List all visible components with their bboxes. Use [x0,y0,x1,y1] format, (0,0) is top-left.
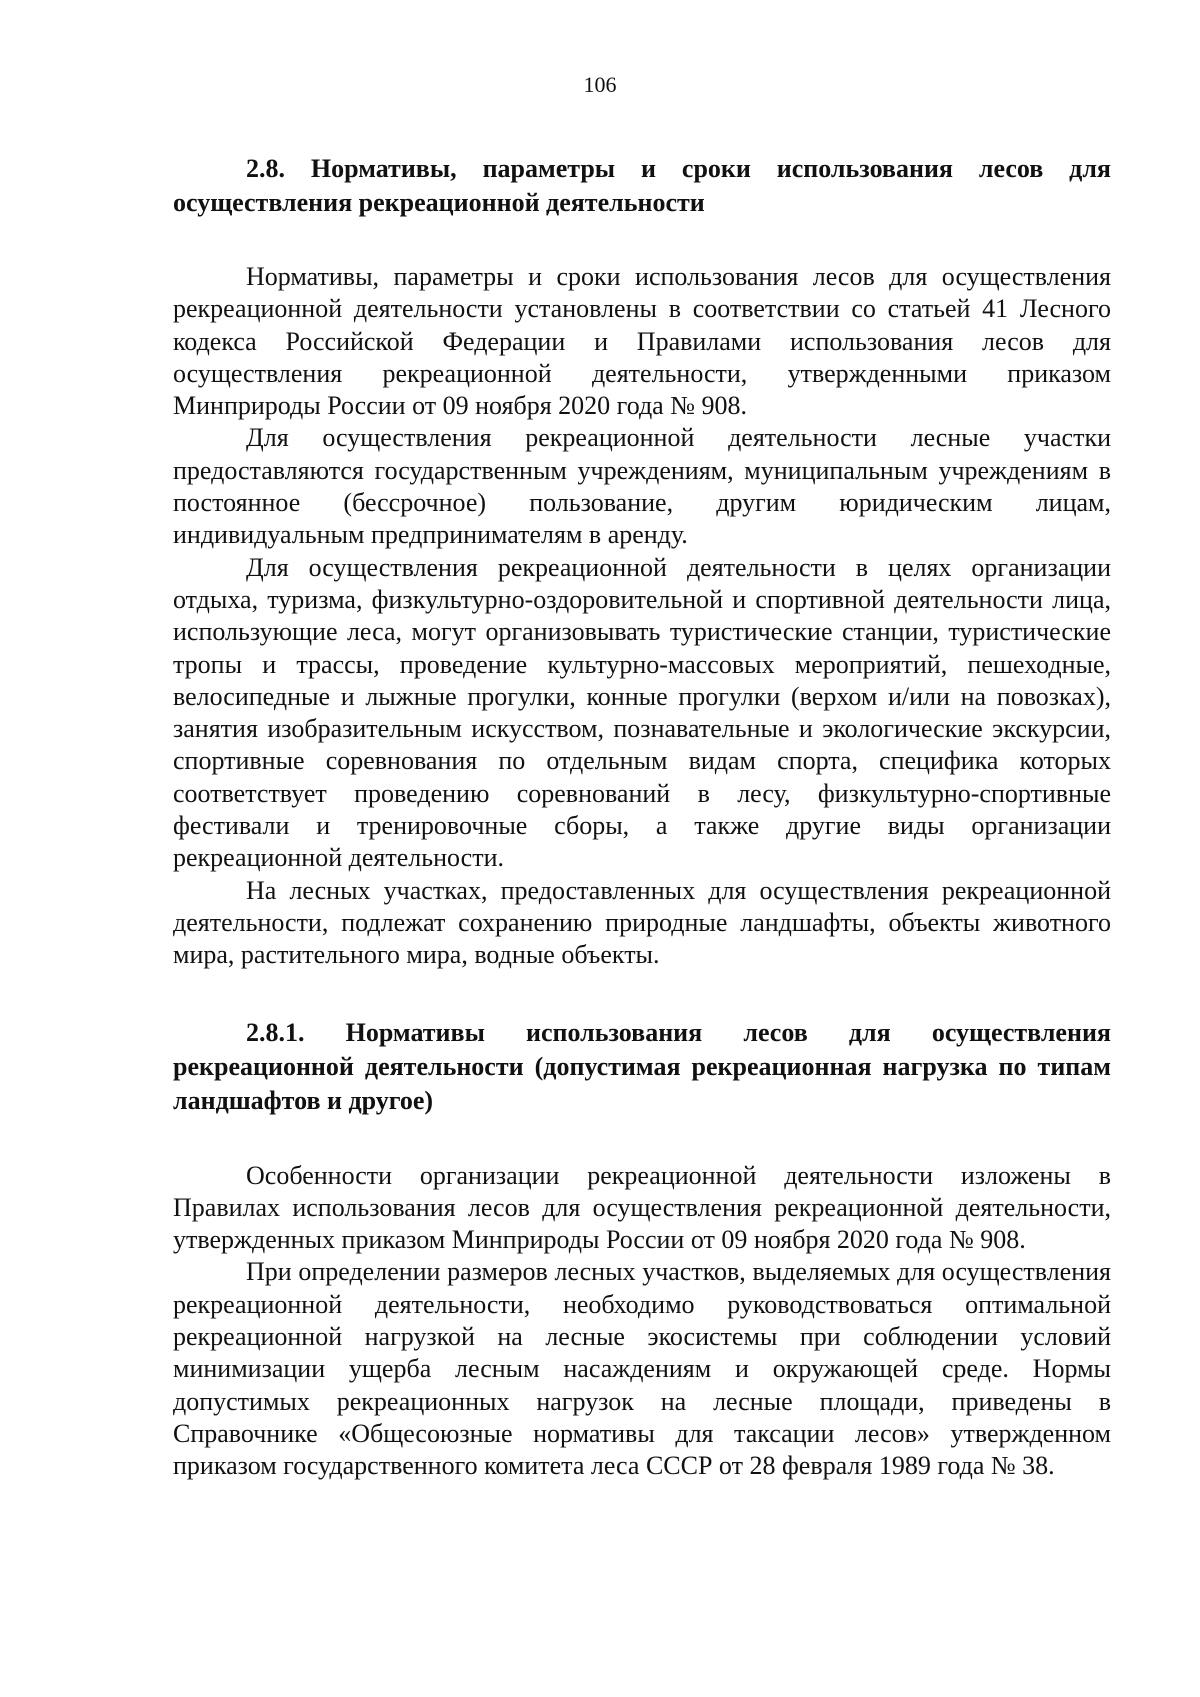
paragraph: При определении размеров лесных участков, выделяемых для осуществления рекреационной деятельности, необходимо руководствоваться оптимальной рекреационной нагрузкой на лесные экосистемы при соблюдении условий минимизации ущерба лесным насаждениям и окружающей среде. Нормы допустимых рекреационных нагрузок на лесные площади, приведены в Справочнике «Общесоюзные нормативы для таксации лесов» утвержденном приказом государственного комитета леса СССР от 28 февраля 1989 года № 38. [173,1257,1111,1481]
paragraph: Для осуществления рекреационной деятельности лесные участки предоставляются государственным учреждениям, муниципальным учреждениям в постоянное (бессрочное) пользование, другим юридическим лицам, индивидуальным предпринимателям в аренду. [173,423,1111,550]
paragraph: Для осуществления рекреационной деятельности в целях организации отдыха, туризма, физкультурно-оздоровительной и спортивной деятельности лица, использующие леса, могут организовывать туристические станции, туристические тропы и трассы, проведение культурно-массовых мероприятий, пешеходные, велосипедные и лыжные прогулки, конные прогулки (верхом и/или на повозках), занятия изобразительным искусством, познавательные и экологические экскурсии, спортивные соревнования по отдельным видам спорта, специфика которых соответствует проведению соревнований в лесу, физкультурно-спортивные фестивали и тренировочные сборы, а также другие виды организации рекреационной деятельности. [173,552,1111,873]
document-body [173,152,1111,1483]
paragraph: Нормативы, параметры и сроки использования лесов для осуществления рекреационной деятельности установлены в соответствии со статьей 41 Лесного кодекса Российской Федерации и Правилами использования лесов для осуществления рекреационной деятельности, утвержденными приказом Минприроды России от 09 ноября 2020 года № 908. [173,262,1111,421]
page-number: 106 [583,72,617,97]
section-spacer [173,972,1111,1016]
paragraph: Особенности организации рекреационной деятельности изложены в Правилах использования лесов для осуществления рекреационной деятельности, утвержденных приказом Минприроды России от 09 ноября 2020 года № 908. [173,1160,1111,1255]
paragraph: На лесных участках, предоставленных для осуществления рекреационной деятельности, подлежат сохранению природные ландшафты, объекты животного мира, растительного мира, водные объекты. [173,875,1111,970]
section-heading-2-8-1: 2.8.1. Нормативы использования лесов для осуществления рекреационной деятельности (допустимая рекреационная нагрузка по типам ландшафтов и другое) [173,1017,1111,1115]
section-heading-2-8: 2.8. Нормативы, параметры и сроки использования лесов для осуществления рекреационной деятельности [173,154,1111,217]
